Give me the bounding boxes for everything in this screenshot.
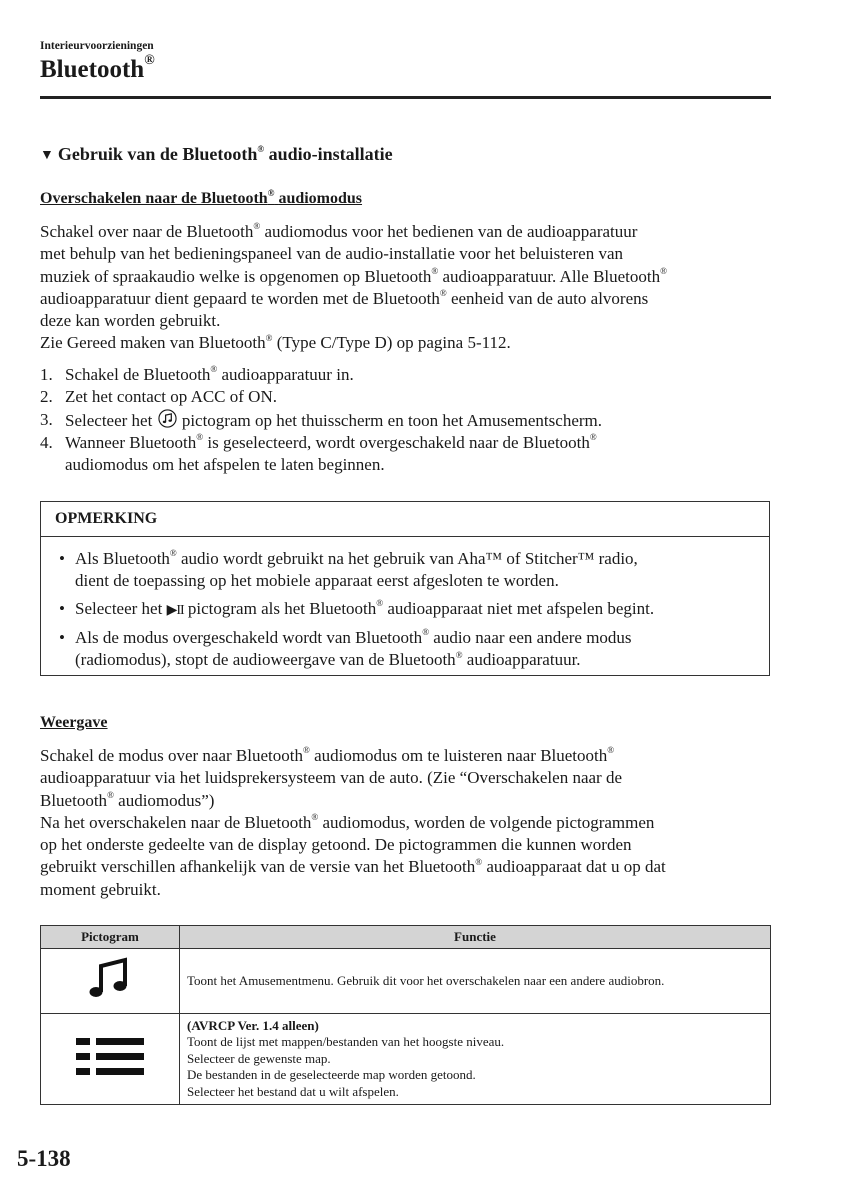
steps-list [40,364,775,476]
function-description: (AVRCP Ver. 1.4 alleen) Toont de lijst met mappen/bestanden van het hoogste niveau. Selecteer de gewenste map. De bestanden in de geselecteerde map worden getoond. Selecteer het bestand dat u wilt afspelen. [180,1014,771,1105]
page-title: Bluetooth® [40,52,155,83]
list-item: 3. Selecteer het pictogram op het thuisscherm en toon het Amusementscherm. [40,409,602,430]
note-header: OPMERKING [41,502,769,537]
display-paragraph: Schakel de modus over naar Bluetooth® audiomodus om te luisteren naar Bluetooth® audioapparatuur via het luidsprekersysteem van de auto. (Zie “Overschakelen naar de Bluetooth® audiomodus”) Na het overschakelen naar de Bluetooth® audiomodus, worden de volgende pictogrammen op het onderste gedeelte van de display getoond. De pictogrammen die kunnen worden gebruikt verschillen afhankelijk van de versie van het Bluetooth® audioapparaat dat u op dat moment gebruikt. [40,745,666,899]
intro-paragraph: Schakel over naar de Bluetooth® audiomodus voor het bedienen van de audioapparatuur met behulp van het bedieningspaneel van de audio-installatie voor het beluisteren van muziek of spraakaudio welke is opgenomen op Bluetooth® audioapparatuur. Alle Bluetooth® audioapparatuur dient gepaard te worden met de Bluetooth® eenheid van de auto alvorens deze kan worden gebruikt. Zie Gereed maken van Bluetooth® (Type C/Type D) op pagina 5-112. [40,221,667,353]
play-pause-icon: ▶II [166,602,184,618]
column-header-function: Functie [180,926,771,949]
list-item: 4. Wanneer Bluetooth® is geselecteerd, wordt overgeschakeld naar de Bluetooth® audiomodus om het afspelen te laten beginnen. [40,432,597,475]
note-box [40,501,770,676]
list-icon [74,1036,146,1078]
section-heading: ▼ Gebruik van de Bluetooth® audio-installatie [40,143,393,168]
list-item: • Als Bluetooth® audio wordt gebruikt na het gebruik van Aha™ of Stitcher™ radio, dient de toepassing op het mobiele apparaat eerst afgesloten te worden. [59,548,638,591]
function-description: Toont het Amusementmenu. Gebruik dit voor het overschakelen naar een andere audiobron. [180,949,771,1014]
subheading-switch-mode: Overschakelen naar de Bluetooth® audiomodus [40,187,363,207]
triangle-down-icon: ▼ [40,148,54,163]
table-row [41,949,771,1014]
subheading-display: Weergave [40,714,108,731]
music-note-icon [87,957,133,1001]
icon-function-table [40,925,771,1105]
table-row [41,1014,771,1105]
note-list [59,548,759,676]
music-note-icon [158,409,177,428]
list-item: • Als de modus overgeschakeld wordt van Bluetooth® audio naar een andere modus (radiomodus), stopt de audioweergave van de Bluetooth® audioapparatuur. [59,627,632,670]
list-item: 1. Schakel de Bluetooth® audioapparatuur in. [40,364,354,384]
page-number: 5-138 [17,1146,71,1171]
section-label: Interieurvoorzieningen [40,40,154,52]
title-divider [40,96,771,99]
list-item: 2. Zet het contact op ACC of ON. [40,387,277,407]
column-header-pictogram: Pictogram [41,926,180,949]
list-item: • Selecteer het ▶II pictogram als het Bluetooth® audioapparaat niet met afspelen begint. [59,598,759,622]
icon-cell [41,1014,180,1105]
icon-cell [41,949,180,1014]
